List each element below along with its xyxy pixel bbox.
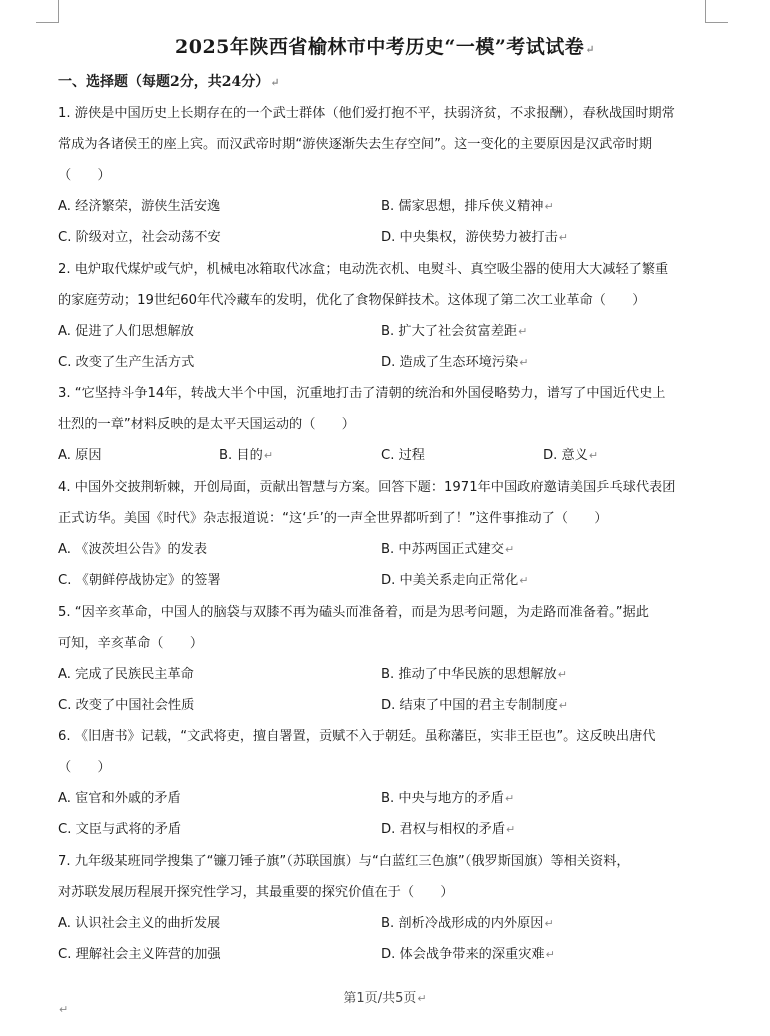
question-3-stem-line: 3. “它坚持斗争14年，转战大半个中国，沉重地打击了清朝的统治和外国侵略势力，谱写了中国近代史上 — [58, 386, 666, 401]
question-1-option-b — [381, 197, 554, 217]
option-text: B. 扩大了社会贫富差距 — [381, 324, 518, 339]
page-number: 第1页/共5页 — [343, 991, 417, 1006]
paragraph-mark-icon: ↵ — [270, 76, 280, 89]
option-text: C. 理解社会主义阵营的加强 — [58, 947, 221, 962]
question-4-option-c — [58, 571, 221, 591]
question-1-stem-line: 1. 游侠是中国历史上长期存在的一个武士群体（他们爱打抱不平，扶弱济贫，不求报酬），春秋战国时期常 — [58, 106, 675, 121]
section-heading — [58, 71, 279, 91]
paragraph-mark-icon: ↵ — [263, 449, 274, 462]
question-5-stem-line: 5. “因辛亥革命，中国人的脑袋与双膝不再为磕头而准备着，而是为思考问题，为走路而准备着。”据此 — [58, 605, 649, 620]
question-6-option-b — [381, 789, 514, 809]
paragraph-mark-icon: ↵ — [545, 948, 555, 961]
paragraph-mark-icon: ↵ — [544, 200, 554, 213]
question-7-option-d — [381, 945, 555, 965]
question-6-option-a — [58, 789, 181, 809]
question-4-option-a — [58, 540, 207, 560]
question-4-stem-line: 正式访华。美国《时代》杂志报道说：“这‘乒’的一声全世界都听到了！”这件事推动了（ ） — [58, 511, 608, 526]
option-text: C. 阶级对立，社会动荡不安 — [58, 230, 221, 245]
question-6-stem-line: 6. 《旧唐书》记载，“文武将吏，擅自署置，贡赋不入于朝廷。虽称藩臣，实非王臣也”。这反映出唐代 — [58, 729, 656, 744]
option-text: C. 《朝鲜停战协定》的签署 — [58, 573, 221, 588]
option-text: B. 儒家思想，排斥侠义精神 — [381, 199, 544, 214]
paragraph-mark-icon: ↵ — [585, 43, 595, 56]
option-text: D. 体会战争带来的深重灾难 — [381, 947, 545, 962]
question-7-stem-line: 对苏联发展历程展开探究性学习，其最重要的探究价值在于（ ） — [58, 885, 454, 900]
paragraph-mark-icon: ↵ — [59, 1003, 69, 1016]
option-text: A. 完成了民族民主革命 — [58, 667, 194, 682]
option-text: B. 剖析冷战形成的内外原因 — [381, 916, 544, 931]
question-5-option-d — [381, 696, 568, 716]
question-1-stem-line: 常成为各诸侯王的座上宾。而汉武帝时期“游侠逐渐失去生存空间”。这一变化的主要原因是汉武帝时期 — [58, 137, 652, 152]
question-4-option-d — [381, 571, 528, 591]
page-title — [0, 32, 770, 59]
question-5-option-c — [58, 696, 194, 716]
option-text: D. 造成了生态环境污染 — [381, 355, 519, 370]
paragraph-mark-icon: ↵ — [588, 449, 599, 462]
paragraph-mark-icon: ↵ — [519, 574, 529, 587]
question-2-option-d — [381, 353, 528, 373]
paragraph-mark-icon: ↵ — [506, 823, 516, 836]
question-3-option-d — [543, 446, 598, 466]
margin-corner-top-left — [36, 0, 59, 23]
paragraph-mark-icon: ↵ — [504, 792, 515, 805]
question-3-stem-line: 壮烈的一章”材料反映的是太平天国运动的（ ） — [58, 417, 355, 432]
margin-corner-top-right — [705, 0, 728, 23]
question-6-option-c — [58, 820, 181, 840]
option-text: B. 中苏两国正式建交 — [381, 542, 504, 557]
paragraph-mark-icon: ↵ — [518, 325, 528, 338]
option-text: B. 目的 — [219, 448, 263, 463]
option-text: D. 中央集权，游侠势力被打击 — [381, 230, 558, 245]
question-4-option-b — [381, 540, 514, 560]
option-text: A. 促进了人们思想解放 — [58, 324, 194, 339]
question-2-option-a — [58, 322, 194, 342]
question-7-option-c — [58, 945, 221, 965]
option-text: A. 认识社会主义的曲折发展 — [58, 916, 221, 931]
question-2-stem-line: 的家庭劳动；19世纪60年代冷藏车的发明，优化了食物保鲜技术。这体现了第二次工业革命（ ） — [58, 293, 646, 308]
question-3-option-a — [58, 446, 102, 466]
option-text: C. 改变了中国社会性质 — [58, 698, 195, 713]
option-text: D. 中美关系走向正常化 — [381, 573, 519, 588]
paragraph-mark-icon: ↵ — [558, 699, 569, 712]
paragraph-mark-icon: ↵ — [519, 356, 529, 369]
question-2-option-c — [58, 353, 194, 373]
question-1-stem-line: （ ） — [58, 168, 111, 183]
question-3-option-b — [219, 446, 273, 466]
option-text: A. 宦官和外戚的矛盾 — [58, 791, 181, 806]
question-5-option-a — [58, 665, 194, 685]
option-text: B. 中央与地方的矛盾 — [381, 791, 504, 806]
paragraph-mark-icon: ↵ — [558, 231, 569, 244]
option-text: D. 君权与相权的矛盾 — [381, 822, 506, 837]
option-text: C. 文臣与武将的矛盾 — [58, 822, 182, 837]
paragraph-mark-icon: ↵ — [557, 668, 567, 681]
question-2-option-b — [381, 322, 527, 342]
question-2-stem-line: 2. 电炉取代煤炉或气炉，机械电冰箱取代冰盒；电动洗衣机、电熨斗、真空吸尘器的使用大大减轻了繁重 — [58, 262, 669, 277]
option-text: A. 原因 — [58, 448, 102, 463]
page-footer — [0, 987, 770, 1006]
paragraph-mark-icon: ↵ — [544, 917, 554, 930]
option-text: B. 推动了中华民族的思想解放 — [381, 667, 557, 682]
question-1-option-a — [58, 197, 220, 217]
paragraph-mark-icon: ↵ — [504, 543, 515, 556]
option-text: C. 改变了生产生活方式 — [58, 355, 195, 370]
question-5-option-b — [381, 665, 567, 685]
option-text: D. 意义 — [543, 448, 588, 463]
question-1-option-d — [381, 228, 568, 248]
question-6-stem-line: （ ） — [58, 760, 111, 775]
question-5-stem-line: 可知，辛亥革命（ ） — [58, 636, 204, 651]
question-1-option-c — [58, 228, 221, 248]
question-7-option-b — [381, 914, 554, 934]
option-text: A. 经济繁荣，游侠生活安逸 — [58, 199, 221, 214]
question-3-option-c — [381, 446, 425, 466]
question-7-option-a — [58, 914, 220, 934]
option-text: C. 过程 — [381, 448, 425, 463]
question-7-stem-line: 7. 九年级某班同学搜集了“镰刀锤子旗”（苏联国旗）与“白蓝红三色旗”（俄罗斯国旗）等相关资料， — [58, 854, 630, 869]
paragraph-mark-icon: ↵ — [417, 992, 427, 1005]
title-text: 2025年陕西省榆林市中考历史“一模”考试试卷 — [175, 36, 585, 58]
question-6-option-d — [381, 820, 515, 840]
option-text: D. 结束了中国的君主专制制度 — [381, 698, 558, 713]
question-4-stem-line: 4. 中国外交披荆斩棘，开创局面，贡献出智慧与方案。回答下题：1971年中国政府邀请美国乒乓球代表团 — [58, 480, 676, 495]
option-text: A. 《波茨坦公告》的发表 — [58, 542, 208, 557]
section-text: 一、选择题（每题2分，共24分） — [58, 74, 270, 90]
